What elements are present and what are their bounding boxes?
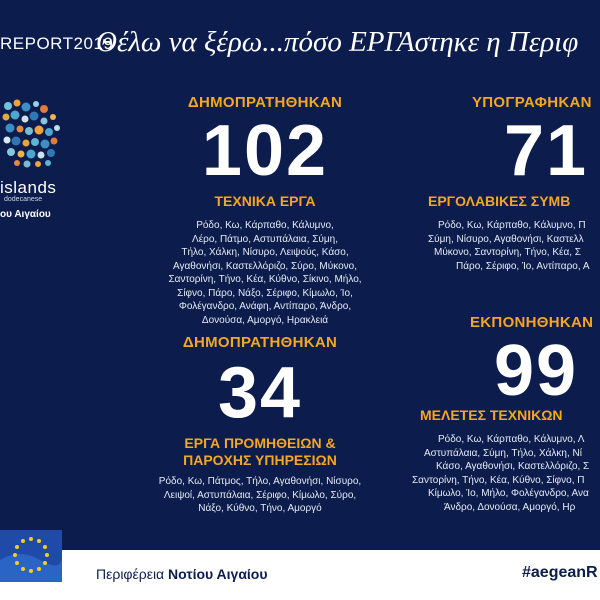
stat-number: 99 <box>494 331 579 411</box>
places-line: Άνδρο, Δονούσα, Αμοργό, Ηρ <box>444 501 576 513</box>
places-line: Τήλο, Χάλκη, Νίσυρο, Λειψούς, Κάσο, <box>181 247 349 258</box>
places-line: Πάρο, Σέριφο, Ίο, Αντίπαρο, Α <box>456 260 590 272</box>
stat-heading: ΔΗΜΟΠΡΑΤΗΘΗΚΑΝ <box>182 334 338 351</box>
stat-subheading: ΤΕΧΝΙΚΑ ΕΡΓΑ <box>214 193 316 209</box>
places-line: Ρόδο, Κω, Πάτμος, Τήλο, Αγαθονήσι, Νίσυρο, <box>158 476 362 487</box>
stat-heading: ΔΗΜΟΠΡΑΤΗΘΗΚΑΝ <box>187 94 343 111</box>
footer-region-name <box>96 566 268 582</box>
stat-number: 102 <box>201 111 329 191</box>
places-line: Ρόδο, Κω, Κάρπαθο, Κάλυμνο, Λ <box>438 434 585 445</box>
places-line: Ρόδο, Κω, Κάρπαθο, Κάλυμνο, Π <box>438 220 586 231</box>
places-line: Δονούσα, Αμοργό, Ηρακλειά <box>201 314 329 326</box>
places-line: Μύκονο, Σαντορίνη, Τήνο, Κέα, Σ <box>434 247 581 258</box>
places-line: Σαντορίνη, Τήνο, Κέα, Κύθνο, Σίφνο, Π <box>412 474 585 486</box>
places-line: Κάσο, Αγαθονήσι, Καστελλόριζο, Σ <box>436 461 590 472</box>
places-line: Φολέγανδρο, Ανάφη, Αντίπαρο, Άνδρο, <box>178 301 352 312</box>
stat-subheading: ΜΕΛΕΤΕΣ ΤΕΧΝΙΚΩΝ <box>420 407 563 423</box>
stat-heading: ΥΠΟΓΡΑΦΗΚΑΝ <box>472 94 592 111</box>
places-line: Αγαθονήσι, Καστελλόριζο, Σύρο, Μύκονο, <box>172 260 358 272</box>
places-line: Σύμη, Νίσυρο, Αγαθονήσι, Καστελλ <box>428 233 584 245</box>
stat-number: 71 <box>504 111 589 191</box>
islands-logo <box>0 96 90 226</box>
stat-places-list <box>130 219 400 327</box>
logo-subtitle: dodecanese <box>4 196 43 203</box>
stat-block-technical-works <box>130 94 400 327</box>
stat-places-list <box>115 475 405 516</box>
places-line: Νάξο, Κύθνο, Τήνο, Αμοργό <box>198 503 322 514</box>
stat-subheading-line2: ΠΑΡΟΧΗΣ ΥΠΗΡΕΣΙΩΝ <box>183 452 337 468</box>
page-title: Θέλω να ξέρω...πόσο ΕΡΓΑστηκε η Περιφ <box>96 26 579 58</box>
places-line: Λειψοί, Αστυπάλαια, Σέριφο, Κίμωλο, Σύρο, <box>163 489 357 501</box>
eu-flag-icon <box>0 530 62 582</box>
places-line: Σαντορίνη, Τήνο, Κέα, Κύθνο, Σίκινο, Μήλο, <box>168 274 362 285</box>
places-line: Κίμωλο, Ίο, Μήλο, Φολέγανδρο, Ανα <box>428 488 589 499</box>
footer-region-prefix: Περιφέρεια <box>96 566 169 582</box>
stat-block-supplies <box>115 334 405 516</box>
places-line: Λέρο, Πάτμο, Αστυπάλαια, Σύμη, <box>192 233 338 245</box>
stat-number: 34 <box>217 353 303 433</box>
stat-places-list <box>428 219 600 273</box>
footer-region-bold: Νοτίου Αιγαίου <box>168 566 268 582</box>
stat-subheading: ΕΡΓΟΛΑΒΙΚΕΣ ΣΥΜΒ <box>428 193 571 209</box>
logo-region-name: ου Αιγαίου <box>0 209 51 220</box>
logo-wordmark: islands <box>0 178 57 197</box>
report-year-label: REPORT2019 <box>0 34 114 53</box>
stat-block-studies <box>400 314 600 514</box>
places-line: Σίφνο, Πάρο, Νάξο, Σέριφο, Κίμωλο, Ίο, <box>177 287 353 299</box>
stat-places-list <box>412 433 600 514</box>
stat-block-contracts <box>400 94 600 273</box>
stat-heading: ΕΚΠΟΝΗΘΗΚΑΝ <box>470 314 594 331</box>
footer-bar <box>0 550 600 600</box>
places-line: Ρόδο, Κω, Κάρπαθο, Κάλυμνο, <box>196 220 334 231</box>
places-line: Αστυπάλαια, Σύμη, Τήλο, Χάλκη, Νί <box>424 447 582 459</box>
footer-hashtag: #aegeanR <box>522 564 598 581</box>
islands-logo-dots-icon <box>0 96 62 168</box>
stat-subheading-line1: ΕΡΓΑ ΠΡΟΜΗΘΕΙΩΝ & <box>184 435 336 451</box>
